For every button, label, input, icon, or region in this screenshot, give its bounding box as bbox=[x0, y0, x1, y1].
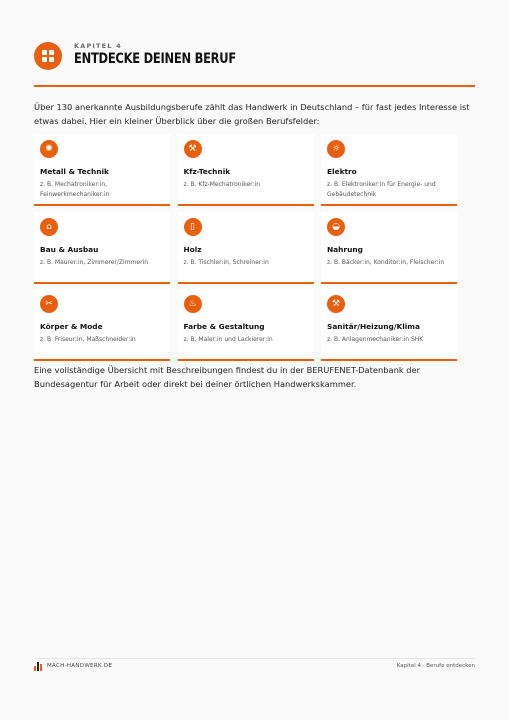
outro-paragraph: Eine vollständige Übersicht mit Beschreibungen findest du in der BERUFENET-Datenbank der Bundesagentur für Arbeit oder direkt bei deiner örtlichen Handwerkskammer. bbox=[34, 365, 421, 389]
field-name: Farbe & Gestaltung bbox=[183, 322, 265, 331]
field-name: Bau & Ausbau bbox=[40, 244, 99, 254]
chef-hat-icon: ◒ bbox=[327, 218, 345, 236]
field-card bbox=[321, 134, 457, 206]
field-card bbox=[178, 289, 314, 361]
wrench-icon: ⚒ bbox=[184, 140, 202, 158]
field-name: Elektro bbox=[327, 167, 357, 176]
field-examples: z. B. Mechatroniker:in, Feinwerkmechaniker:in bbox=[40, 181, 110, 198]
field-card bbox=[34, 289, 170, 361]
footer-divider bbox=[34, 658, 475, 659]
field-card bbox=[34, 134, 170, 206]
field-examples: z. B. Elektroniker:in für Energie- und Gebäudetechnik bbox=[327, 181, 436, 198]
field-card bbox=[34, 212, 170, 284]
field-examples: z. B. Bäcker:in, Konditor:in, Fleischer:in bbox=[327, 258, 445, 266]
scissors-icon: ✂ bbox=[40, 295, 58, 313]
field-name: Holz bbox=[183, 244, 202, 254]
field-card bbox=[178, 134, 314, 206]
house-icon: ⌂ bbox=[40, 218, 58, 236]
page-title: ENTDECKE DEINEN BERUF bbox=[74, 51, 236, 67]
field-examples: z. B. Tischler:in, Schreiner:in bbox=[183, 258, 269, 266]
field-examples: z. B. Anlagenmechaniker:in SHK bbox=[327, 336, 424, 343]
footer-chapter: Kapitel 4 · Berufe entdecken bbox=[396, 663, 475, 669]
field-name: Körper & Mode bbox=[40, 322, 103, 331]
bar-logo-icon bbox=[34, 662, 43, 671]
field-examples: z. B. Friseur:in, Maßschneider:in bbox=[40, 336, 136, 343]
pipe-wrench-icon: ⚒ bbox=[327, 295, 345, 313]
field-card bbox=[321, 289, 457, 361]
book-icon: ▯ bbox=[184, 218, 202, 236]
header-divider bbox=[34, 85, 475, 87]
field-card bbox=[178, 212, 314, 284]
sun-icon: ☼ bbox=[327, 140, 345, 158]
paint-pot-icon: ♨ bbox=[184, 295, 202, 313]
field-name: Metall & Technik bbox=[40, 167, 109, 176]
gear-icon: ✺ bbox=[40, 140, 58, 158]
chapter-kicker: KAPITEL 4 bbox=[74, 42, 122, 50]
field-name: Nahrung bbox=[327, 244, 363, 254]
field-examples: z. B. Maler:in und Lackierer:in bbox=[183, 336, 273, 343]
field-name: Sanitär/Heizung/Klima bbox=[327, 322, 420, 331]
field-examples: z. B. Kfz-Mechatroniker:in bbox=[183, 181, 261, 188]
footer-site: MACH-HANDWERK.DE bbox=[47, 663, 113, 669]
grid-icon bbox=[34, 42, 62, 70]
field-name: Kfz-Technik bbox=[183, 167, 231, 176]
chapter-header bbox=[34, 42, 475, 86]
intro-paragraph: Über 130 anerkannte Ausbildungsberufe zählt das Handwerk in Deutschland – für fast jedes Interesse ist etwas dabei. Hier ein kleiner Überblick über die großen Berufsfelder: bbox=[34, 102, 470, 126]
field-examples: z. B. Maurer:in, Zimmerer/Zimmerin bbox=[40, 258, 149, 266]
field-card bbox=[321, 212, 457, 284]
